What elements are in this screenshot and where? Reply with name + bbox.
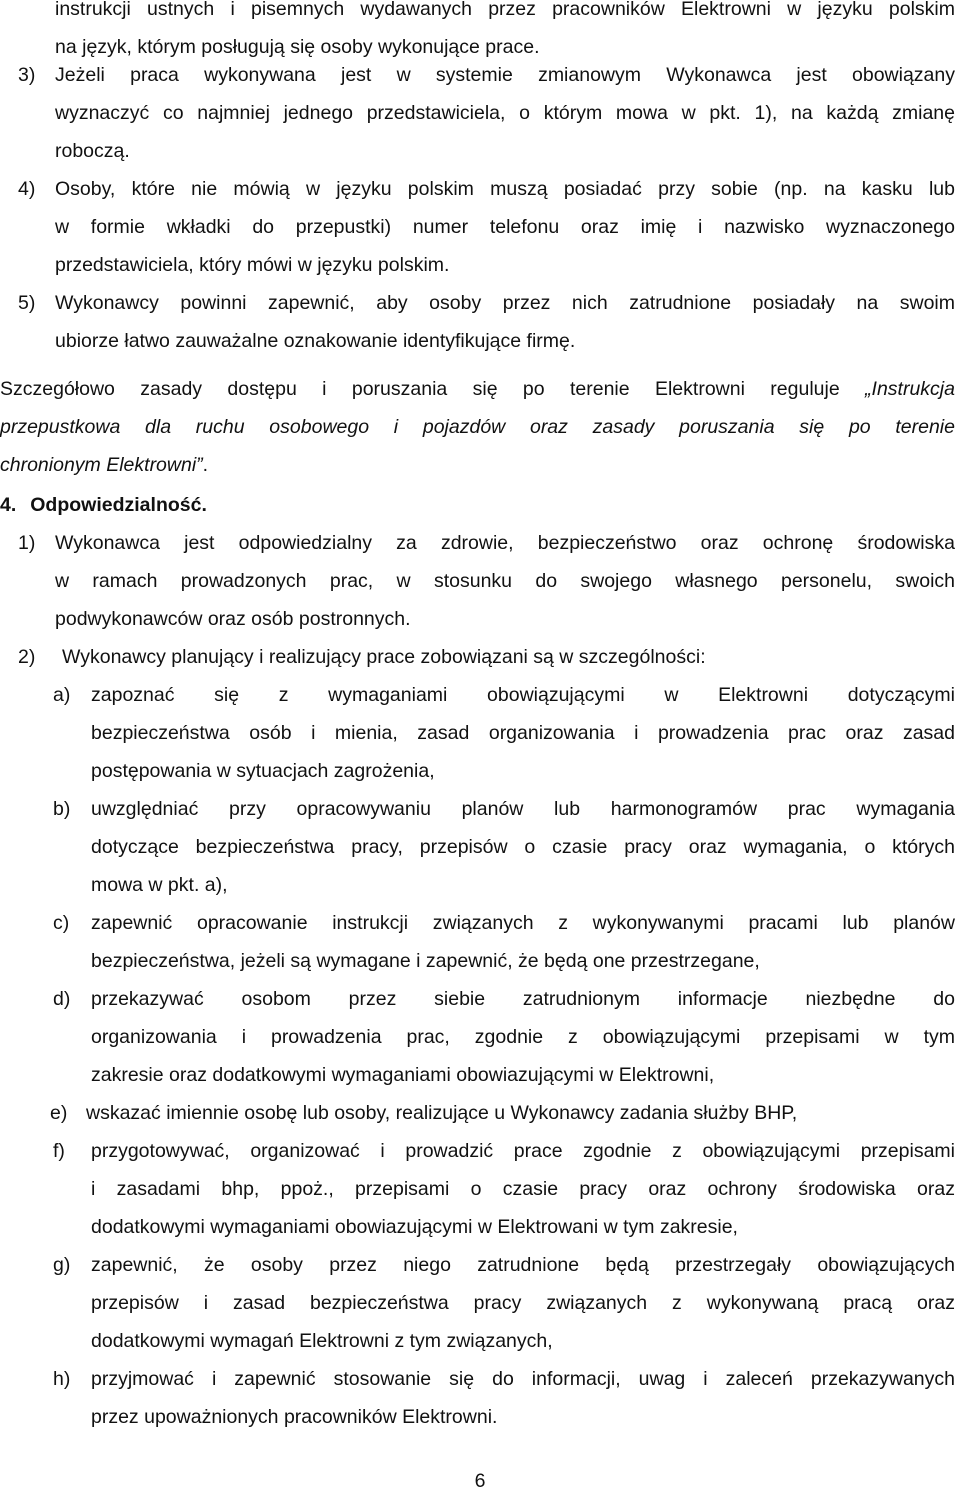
list-item-line: przedstawiciela, który mówi w języku polskim. [55,254,450,276]
sub-item-line: uwzględniać przy opracowywaniu planów lub harmonogramów prac wymagania [91,798,955,820]
section-title: Odpowiedzialność. [30,494,207,516]
sub-item-letter: b) [53,798,71,820]
list-item-line: w ramach prowadzonych prac, w stosunku do swojego własnego personelu, swoich [55,570,955,592]
rules-paragraph-line [0,370,955,408]
sub-item-line: dodatkowymi wymaganiami obowiazującymi w Elektrowani w tym zakresie, [91,1216,738,1238]
sub-item-line: przez upoważnionych pracowników Elektrowni. [91,1406,498,1428]
list-item-number: 4) [18,178,36,200]
instruction-title: chronionym Elektrowni” [0,454,203,476]
sub-item-line: przygotowywać, organizować i prowadzić prace zgodnie z obowiązującymi przepisami [91,1140,955,1162]
sub-item-line: przepisów i zasad bezpieczeństwa pracy związanych z wykonywaną pracą oraz [91,1292,955,1314]
sub-item-line: bezpieczeństwa osób i mienia, zasad organizowania i prowadzenia prac oraz zasad [91,722,955,744]
list-item-line: podwykonawców oraz osób postronnych. [55,608,411,630]
sub-item-line: przyjmować i zapewnić stosowanie się do informacji, uwag i zaleceń przekazywanych [91,1368,955,1390]
sub-item-letter: e) [50,1102,68,1124]
instruction-title: „Instrukcja [865,378,955,400]
rules-paragraph-line [0,446,208,484]
section-number: 4. [0,494,17,516]
rules-text: . [202,454,209,476]
page-number: 6 [474,1470,486,1492]
list-item-line: Wykonawca jest odpowiedzialny za zdrowie, bezpieczeństwo oraz ochronę środowiska [55,532,955,554]
instruction-title-line: przepustkowa dla ruchu osobowego i pojazdów oraz zasady poruszania się po terenie [0,416,955,438]
list-item-line: roboczą. [55,140,130,162]
sub-item-letter: g) [53,1254,71,1276]
sub-item-letter: a) [53,684,71,706]
sub-item-line: zapewnić opracowanie instrukcji związanych z wykonywanymi pracami lub planów [91,912,955,934]
list-item-number: 1) [18,532,36,554]
sub-item-line: mowa w pkt. a), [91,874,228,896]
sub-item-line: zapoznać się z wymaganiami obowiązującymi w Elektrowni dotyczącymi [91,684,955,706]
sub-item-line: zakresie oraz dodatkowymi wymaganiami obowiazującymi w Elektrowni, [91,1064,715,1086]
rules-text: Szczegółowo zasady dostępu i poruszania się po terenie Elektrowni reguluje [0,378,840,400]
paragraph-line: na język, którym posługują się osoby wykonujące prace. [55,36,540,58]
sub-item-letter: d) [53,988,71,1010]
list-item-line: Wykonawcy planujący i realizujący prace zobowiązani są w szczególności: [62,646,706,668]
section-heading [0,486,207,524]
sub-item-line: i zasadami bhp, ppoż., przepisami o czasie pracy oraz ochrony środowiska oraz [91,1178,955,1200]
list-item-number: 2) [18,646,36,668]
paragraph-line: instrukcji ustnych i pisemnych wydawanych przez pracowników Elektrowni w języku polskim [55,0,955,20]
list-item-line: ubiorze łatwo zauważalne oznakowanie identyfikujące firmę. [55,330,576,352]
list-item-line: Osoby, które nie mówią w języku polskim muszą posiadać przy sobie (np. na kasku lub [55,178,955,200]
sub-item-line: zapewnić, że osoby przez niego zatrudnione będą przestrzegały obowiązujących [91,1254,955,1276]
sub-item-line: przekazywać osobom przez siebie zatrudnionym informacje niezbędne do [91,988,955,1010]
sub-item-line: dodatkowymi wymagań Elektrowni z tym związanych, [91,1330,553,1352]
list-item-line: wyznaczyć co najmniej jednego przedstawiciela, o którym mowa w pkt. 1), na każdą zmianę [55,102,955,124]
sub-item-line: wskazać imiennie osobę lub osoby, realizujące u Wykonawcy zadania służby BHP, [86,1102,798,1124]
sub-item-line: bezpieczeństwa, jeżeli są wymagane i zapewnić, że będą one przestrzegane, [91,950,760,972]
sub-item-letter: c) [53,912,70,934]
list-item-line: Jeżeli praca wykonywana jest w systemie zmianowym Wykonawca jest obowiązany [55,64,955,86]
sub-item-line: organizowania i prowadzenia prac, zgodnie z obowiązującymi przepisami w tym [91,1026,955,1048]
sub-item-letter: f) [53,1140,65,1162]
list-item-line: w formie wkładki do przepustki) numer telefonu oraz imię i nazwisko wyznaczonego [55,216,955,238]
sub-item-line: dotyczące bezpieczeństwa pracy, przepisów o czasie pracy oraz wymagania, o których [91,836,955,858]
list-item-number: 3) [18,64,36,86]
sub-item-line: postępowania w sytuacjach zagrożenia, [91,760,435,782]
list-item-line: Wykonawcy powinni zapewnić, aby osoby przez nich zatrudnione posiadały na swoim [55,292,955,314]
list-item-number: 5) [18,292,36,314]
sub-item-letter: h) [53,1368,71,1390]
